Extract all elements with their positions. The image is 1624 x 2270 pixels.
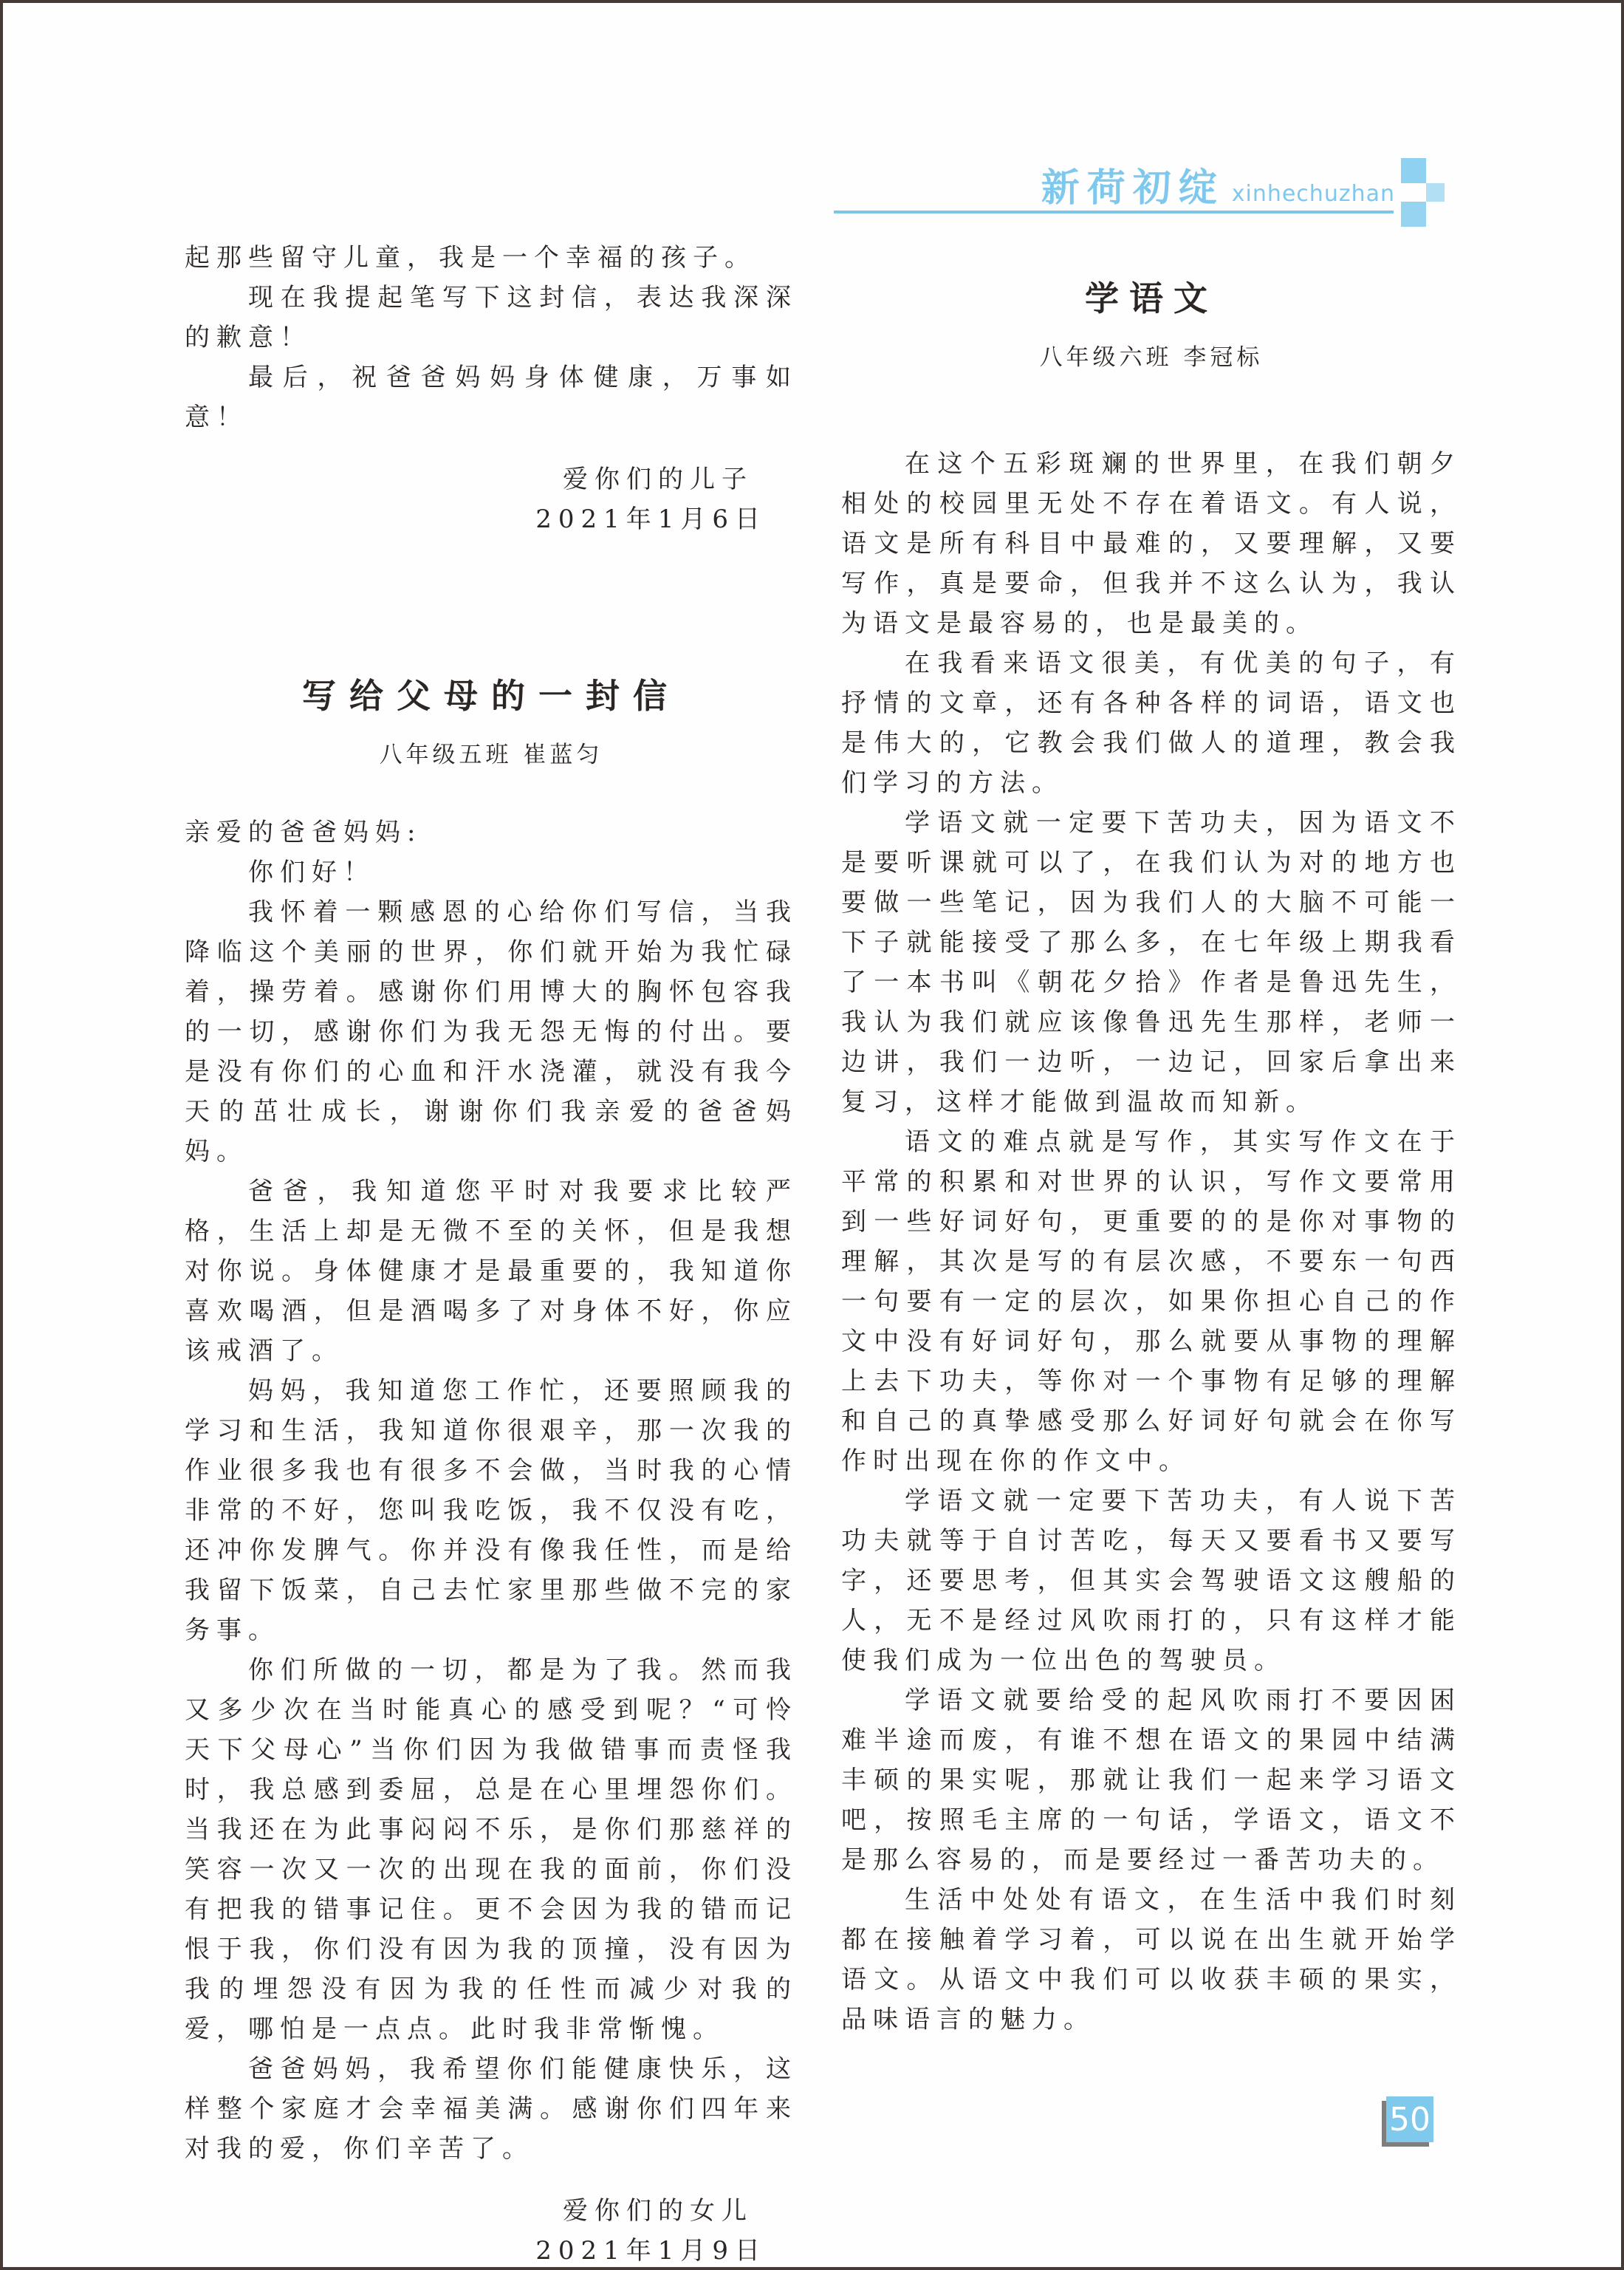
letter-greeting: 你们好！ [248, 858, 375, 887]
left-column [185, 3, 798, 2270]
paragraph: 爸爸，我知道您平时对我要求比较严格，生活上却是无微不至的关怀，但是我想对你说。身体健康才是最重要的，我知道你喜欢喝酒，但是酒喝多了对身体不好，你应该戒酒了。 [185, 1177, 798, 1366]
page-number-badge [1386, 2096, 1433, 2142]
letter-salutation: 亲爱的爸爸妈妈: [185, 818, 422, 847]
paragraph: 语文的难点就是写作，其实写作文在于平常的积累和对世界的认识，写作文要常用到一些好词好句，更重要的的是你对事物的理解，其次是写的有层次感，不要东一句西一句要有一定的层次，如果你担心自己的作文中没有好词好句，那么就要从事物的理解上去下功夫，等你对一个事物有足够的理解和自己的真挚感受那么好词好句就会在你写作时出现在你的作文中。 [841, 1127, 1462, 1476]
paragraph: 妈妈，我知道您工作忙，还要照顾我的学习和生活，我知道你很艰辛，那一次我的作业很多我也有很多不会做，当时我的心情非常的不好，您叫我吃饭，我不仅没有吃，还冲你发脾气。你并没有像我任性，而是给我留下饭菜，自己去忙家里那些做不完的家务事。 [185, 1376, 798, 1645]
paragraph: 我怀着一颗感恩的心给你们写信，当我降临这个美丽的世界，你们就开始为我忙碌着，操劳着。感谢你们用博大的胸怀包容我的一切，感谢你们为我无怨无悔的付出。要是没有你们的心血和汗水浇灌，就没有我今天的茁壮成长，谢谢你们我亲爱的爸爸妈妈。 [185, 898, 798, 1166]
right-column [841, 3, 1462, 2040]
page-content [185, 3, 1462, 2270]
letter-date: 2021年1月9日 [535, 2236, 767, 2266]
continuation-paragraph: 最后，祝爸爸妈妈身体健康，万事如意！ [185, 363, 798, 432]
page-number: 50 [1389, 2100, 1431, 2139]
magazine-title: 新荷初绽 [1041, 166, 1224, 211]
letter-signature: 爱你们的女儿 [563, 2196, 753, 2226]
paragraph: 在我看来语文很美，有优美的句子，有抒情的文章，还有各种各样的词语，语文也是伟大的，它教会我们做人的道理，教会我们学习的方法。 [841, 649, 1462, 798]
magazine-title-pinyin: xinhechuzhan [1231, 181, 1395, 207]
article-author: 八年级五班 崔蓝匀 [379, 742, 603, 768]
paragraph: 在这个五彩斑斓的世界里，在我们朝夕相处的校园里无处不存在着语文。有人说，语文是所有科目中最难的，又要理解，又要写作，真是要命，但我并不这么认为，我认为语文是最容易的，也是最美的。 [841, 449, 1462, 638]
paragraph: 你们所做的一切，都是为了我。然而我又多少次在当时能真心的感受到呢？“可怜天下父母心”当你们因为我做错事而责怪我时，我总感到委屈，总是在心里埋怨你们。当我还在为此事闷闷不乐，是你们那慈祥的笑容一次又一次的出现在我的面前，你们没有把我的错事记住。更不会因为我的错而记恨于我，你们没有因为我的顶撞，没有因为我的埋怨没有因为我的任性而减少对我的爱，哪怕是一点点。此时我非常惭愧。 [185, 1655, 798, 2044]
paragraph: 爸爸妈妈，我希望你们能健康快乐，这样整个家庭才会幸福美满。感谢你们四年来对我的爱，你们辛苦了。 [185, 2054, 798, 2164]
paragraph: 生活中处处有语文，在生活中我们时刻都在接触着学习着，可以说在出生就开始学语文。从语文中我们可以收获丰硕的果实，品味语言的魅力。 [841, 1885, 1462, 2034]
continuation-paragraph: 起那些留守儿童，我是一个幸福的孩子。 [185, 243, 756, 273]
article-title: 学语文 [1085, 278, 1218, 318]
paragraph: 学语文就一定要下苦功夫，有人说下苦功夫就等于自讨苦吃，每天又要看书又要写字，还要思考，但其实会驾驶语文这艘船的人，无不是经过风吹雨打的，只有这样才能使我们成为一位出色的驾驶员。 [841, 1486, 1462, 1675]
paragraph: 学语文就要给受的起风吹雨打不要因困难半途而废，有谁不想在语文的果园中结满丰硕的果实呢，那就让我们一起来学习语文吧，按照毛主席的一句话，学语文，语文不是那么容易的，而是要经过一番苦功夫的。 [841, 1686, 1462, 1875]
article-author: 八年级六班 李冠标 [1039, 344, 1264, 371]
letter-signature: 爱你们的儿子 [563, 465, 753, 494]
continuation-paragraph: 现在我提起笔写下这封信，表达我深深的歉意！ [185, 283, 798, 352]
article-title: 写给父母的一封信 [302, 676, 680, 716]
letter-body [185, 813, 798, 2270]
letter-date: 2021年1月6日 [535, 505, 767, 534]
paragraph: 学语文就一定要下苦功夫，因为语文不是要听课就可以了，在我们认为对的地方也要做一些笔记，因为我们人的大脑不可能一下子就能接受了那么多，在七年级上期我看了一本书叫《朝花夕拾》作者是鲁迅先生，我认为我们就应该像鲁迅先生那样，老师一边讲，我们一边听，一边记，回家后拿出来复习，这样才能做到温故而知新。 [841, 808, 1462, 1117]
essay-body [841, 444, 1462, 2040]
